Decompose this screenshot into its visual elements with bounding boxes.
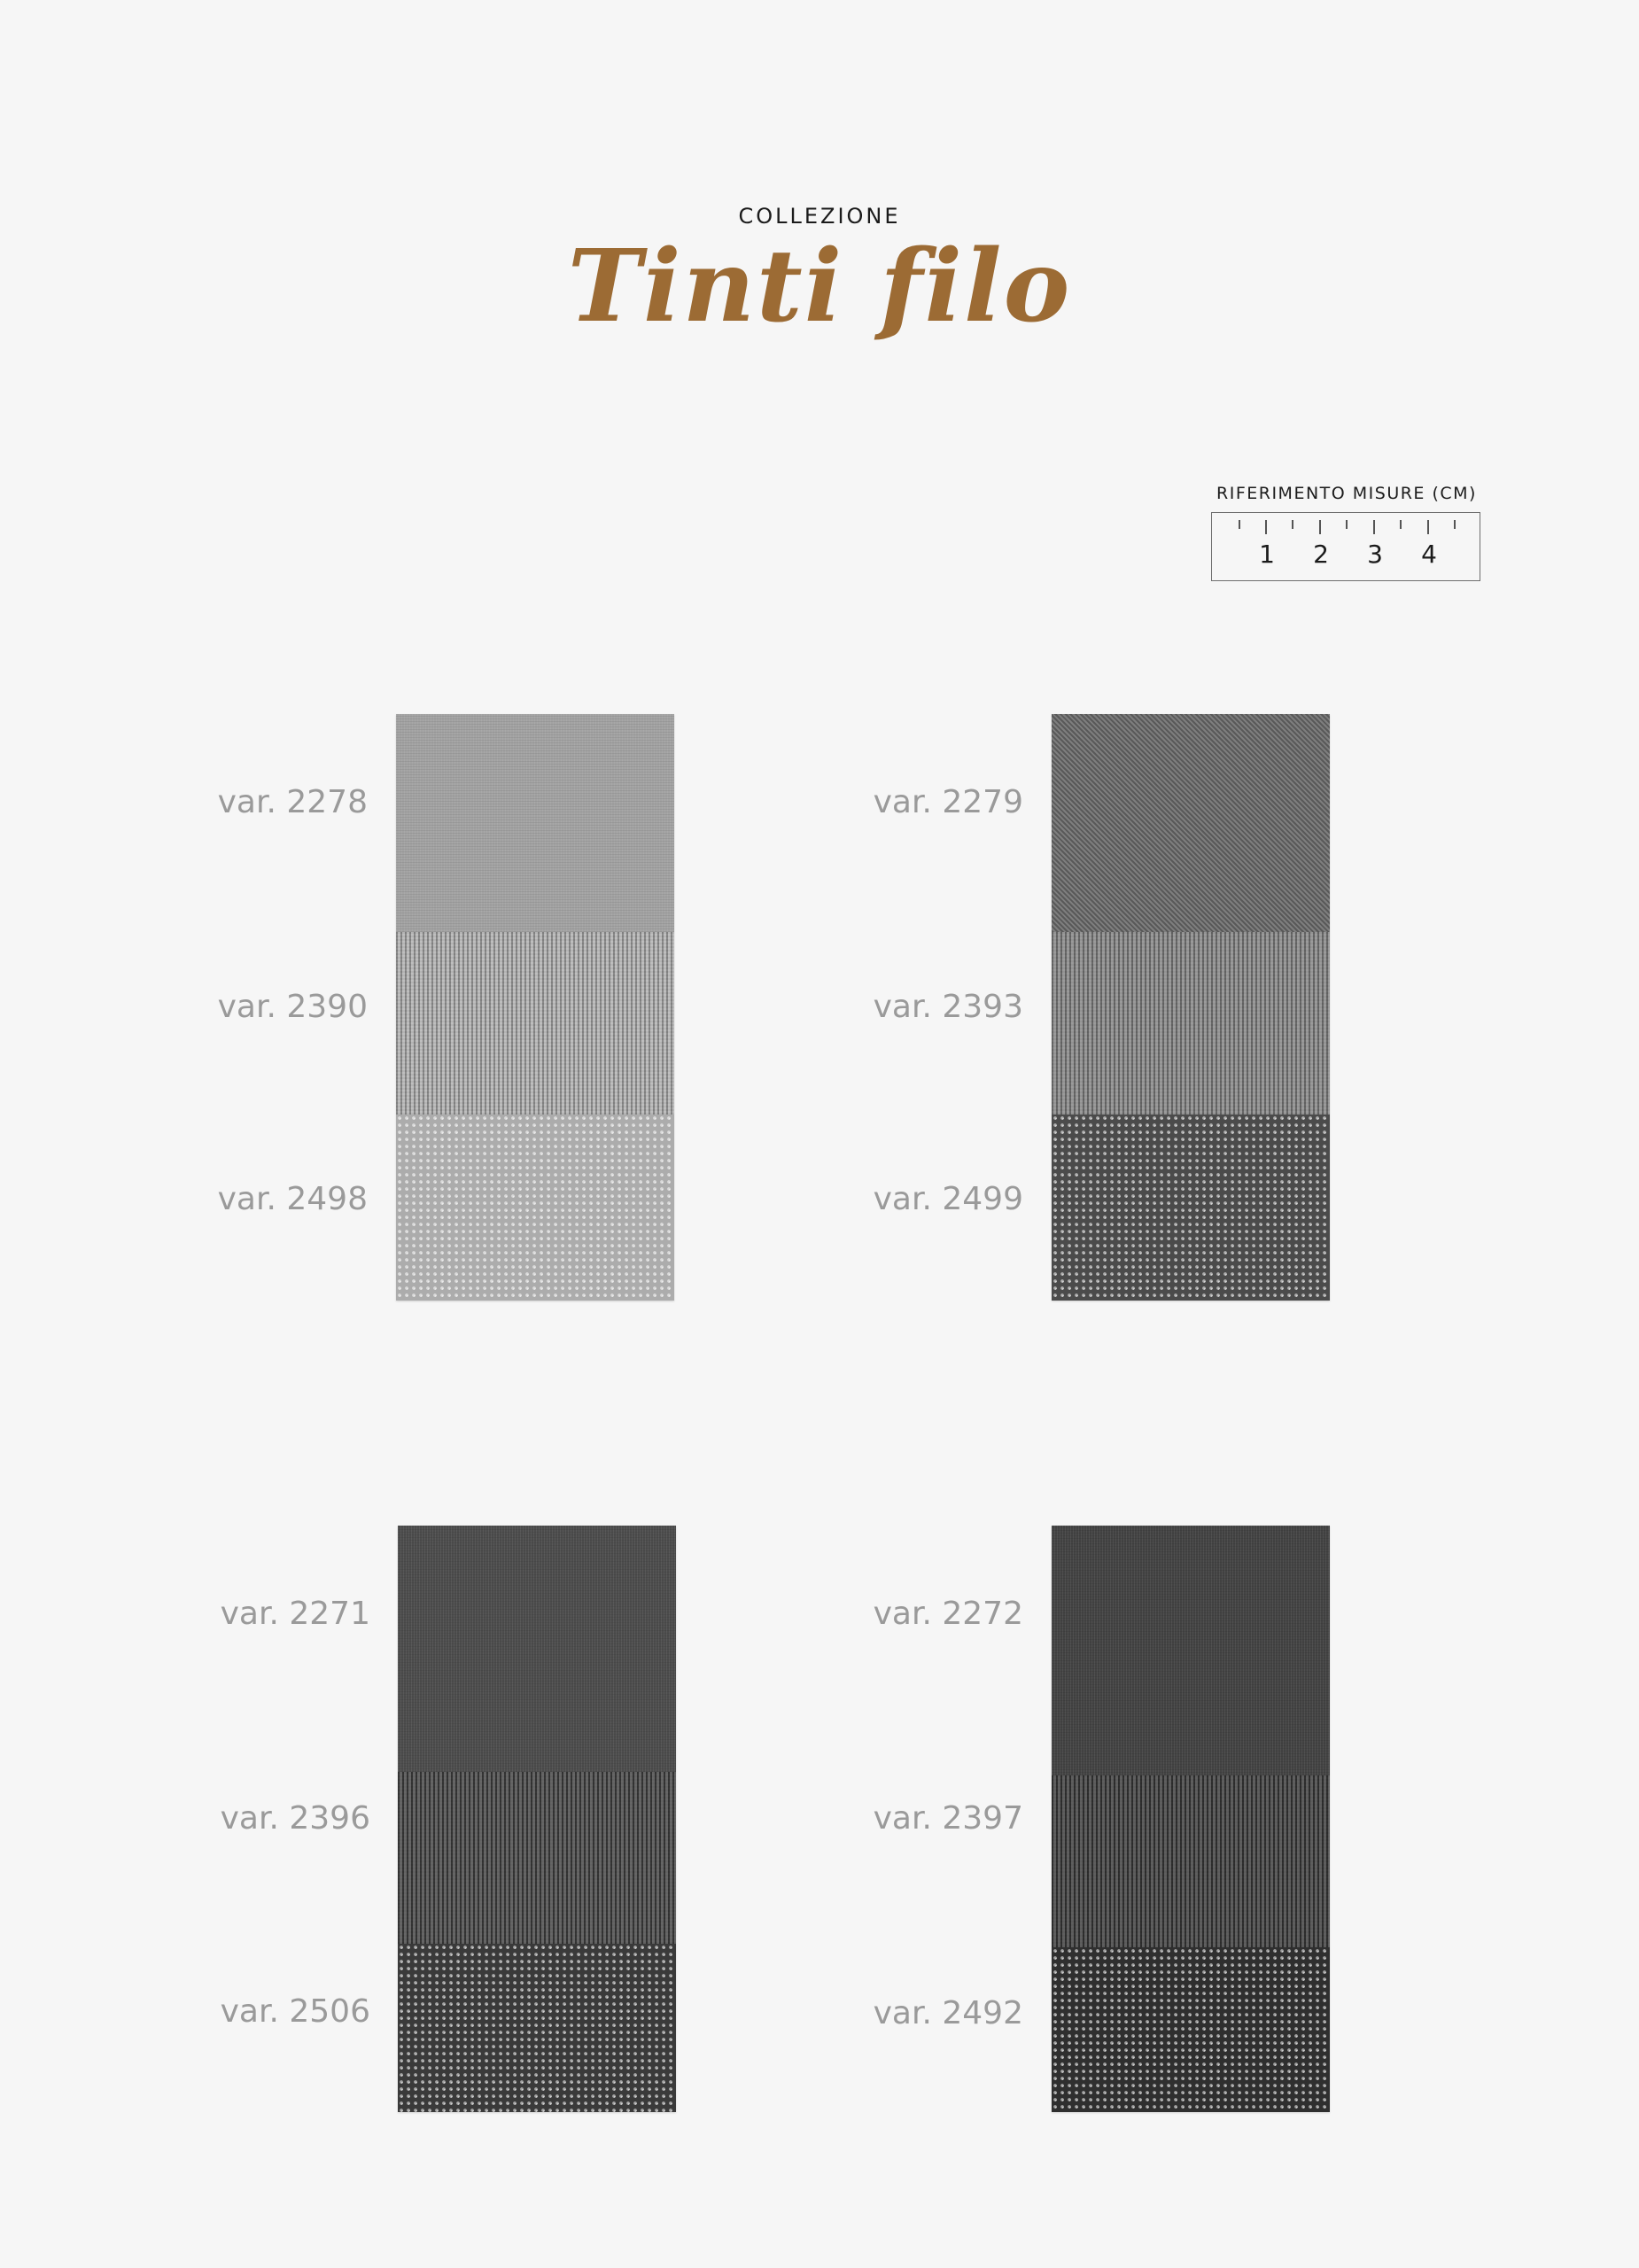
fabric-swatch xyxy=(1052,714,1330,932)
fabric-swatch xyxy=(396,714,674,932)
ruler-tick xyxy=(1319,520,1321,534)
variant-label: var. 2279 xyxy=(873,784,1023,820)
collection-kicker: COLLEZIONE xyxy=(738,204,901,229)
ruler-tick xyxy=(1292,520,1293,529)
ruler-scale xyxy=(1211,512,1480,581)
ruler-tick xyxy=(1265,520,1267,534)
size-reference xyxy=(1200,484,1493,581)
fabric-swatch xyxy=(1052,932,1330,1115)
swatch-card xyxy=(396,714,674,1301)
collection-title: Tinti filo xyxy=(567,229,1072,345)
swatch-card xyxy=(1052,1526,1330,2112)
ruler-caption: RIFERIMENTO MISURE (CM) xyxy=(1216,484,1477,503)
fabric-swatch xyxy=(1052,1115,1330,1301)
fabric-swatch xyxy=(398,1772,676,1944)
variant-label: var. 2397 xyxy=(873,1800,1023,1837)
ruler-tick xyxy=(1373,520,1375,534)
variant-label: var. 2396 xyxy=(220,1800,370,1837)
ruler-tick xyxy=(1400,520,1402,529)
fabric-swatch xyxy=(396,932,674,1115)
fabric-swatch xyxy=(1052,1947,1330,2112)
ruler-number: 2 xyxy=(1313,540,1329,569)
fabric-swatch xyxy=(398,1526,676,1772)
swatch-card xyxy=(1052,714,1330,1301)
variant-label: var. 2498 xyxy=(217,1181,368,1217)
variant-label: var. 2390 xyxy=(217,989,368,1025)
variant-label: var. 2492 xyxy=(873,1995,1023,2031)
variant-label: var. 2272 xyxy=(873,1596,1023,1632)
variant-label: var. 2393 xyxy=(873,989,1023,1025)
variant-label: var. 2499 xyxy=(873,1181,1023,1217)
fabric-swatch xyxy=(1052,1526,1330,1775)
collection-header xyxy=(0,204,1639,345)
ruler-tick xyxy=(1427,520,1429,534)
variant-label: var. 2278 xyxy=(217,784,368,820)
ruler-number: 1 xyxy=(1259,540,1275,569)
fabric-swatch xyxy=(1052,1775,1330,1947)
fabric-swatch xyxy=(396,1115,674,1301)
ruler-tick xyxy=(1346,520,1348,529)
variant-label: var. 2506 xyxy=(220,1993,370,2030)
variant-label: var. 2271 xyxy=(220,1596,370,1632)
swatch-card xyxy=(398,1526,676,2112)
fabric-swatch xyxy=(398,1944,676,2112)
ruler-number: 3 xyxy=(1367,540,1383,569)
ruler-number: 4 xyxy=(1421,540,1437,569)
ruler-tick xyxy=(1239,520,1240,529)
ruler-tick xyxy=(1454,520,1456,529)
